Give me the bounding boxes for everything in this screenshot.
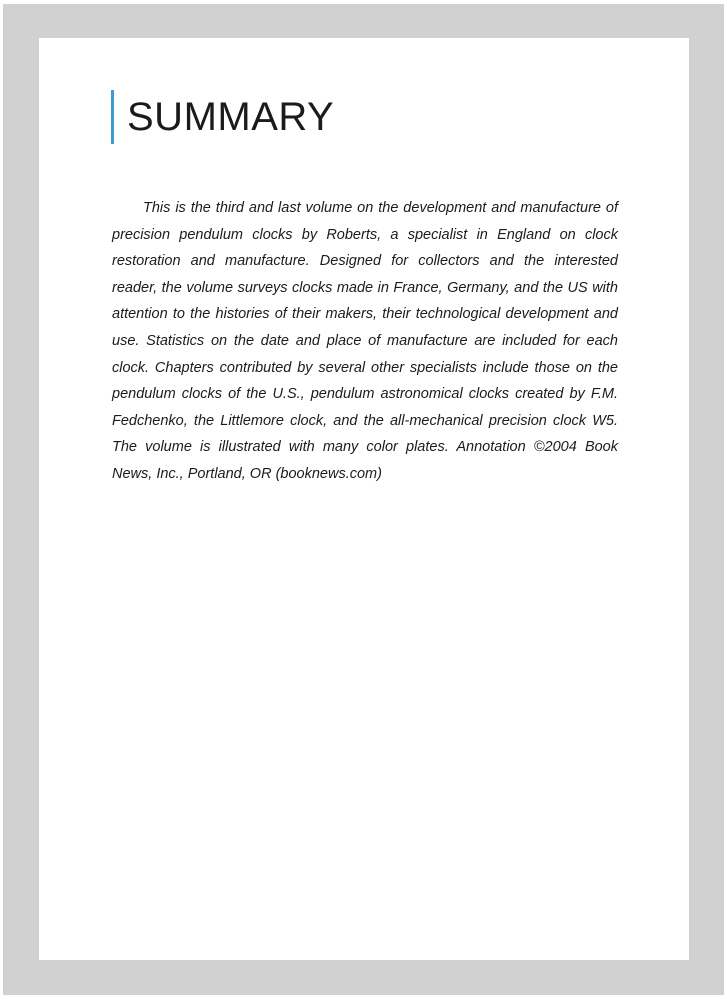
page-title: SUMMARY bbox=[127, 95, 335, 139]
summary-heading-row bbox=[111, 90, 334, 144]
heading-accent-bar bbox=[111, 90, 114, 144]
document-page bbox=[39, 38, 689, 960]
summary-paragraph: This is the third and last volume on the development and manufacture of precision pendulum clocks by Roberts, a specialist in England on clock restoration and manufacture. Designed for collectors and the interested reader, the volume surveys clocks made in France, Germany, and the US with attention to the histories of their makers, their technological development and use. Statistics on the date and place of manufacture are included for each clock. Chapters contributed by several other specialists include those on the pendulum clocks of the U.S., pendulum astronomical clocks created by F.M. Fedchenko, the Littlemore clock, and the all-mechanical precision clock W5. The volume is illustrated with many color plates. Annotation ©2004 Book News, Inc., Portland, OR (booknews.com) bbox=[112, 200, 618, 482]
viewer-background bbox=[3, 4, 724, 995]
